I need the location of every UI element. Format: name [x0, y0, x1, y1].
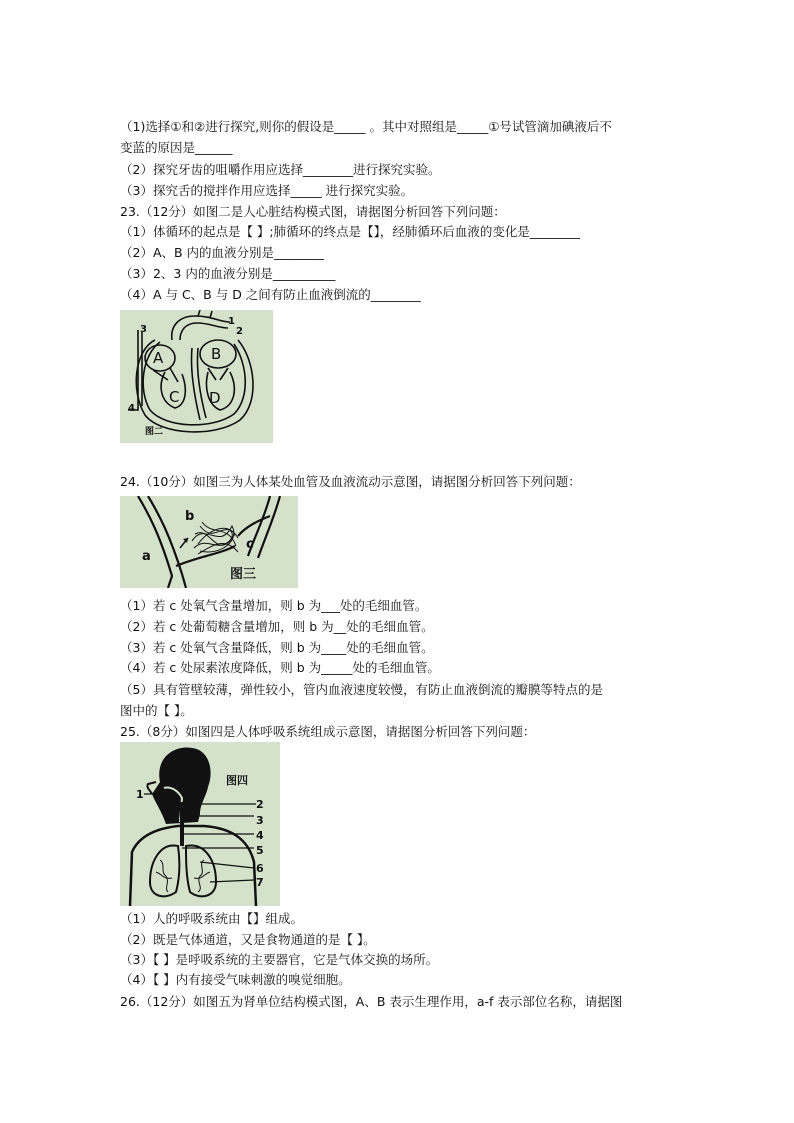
- q23-line-1: （1）体循环的起点是【 】;肺循环的终点是【】，经肺循环后血液的变化是________: [120, 224, 580, 239]
- q23-line-4: （4）A 与 C、B 与 D 之间有防止血液倒流的________: [120, 287, 421, 302]
- q22-line-2: 变蓝的原因是______: [120, 140, 233, 155]
- resp-label-3: 3: [256, 814, 264, 827]
- respiratory-diagram: [120, 742, 280, 906]
- resp-label-2: 2: [256, 798, 264, 811]
- capillary-diagram: [120, 496, 298, 588]
- q25-line-4: （4）【 】内有接受气味刺激的嗅觉细胞。: [120, 972, 351, 987]
- heart-label-2: 2: [236, 326, 243, 337]
- q24-line-5: （5）具有管壁较薄，弹性较小，管内血液速度较慢，有防止血液倒流的瓣膜等特点的是: [120, 682, 603, 697]
- q25-title: 25.（8分）如图四是人体呼吸系统组成示意图，请据图分析回答下列问题：: [120, 724, 536, 739]
- q23-line-3: （3）2、3 内的血液分别是__________: [120, 266, 336, 281]
- capillary-label-a: a: [142, 549, 151, 564]
- q25-line-2: （2）既是气体通道，又是食物通道的是【 】。: [120, 932, 376, 947]
- q22-line-4: （3）探究舌的搅拌作用应选择_____ 进行探究实验。: [120, 183, 414, 198]
- q25-line-1: （1）人的呼吸系统由【】组成。: [120, 911, 303, 926]
- heart-caption: 图二: [145, 427, 164, 437]
- q22-line-1: （1)选择①和②进行探究,则你的假设是_____ 。其中对照组是_____①号试管滴加碘液后不: [120, 119, 612, 134]
- heart-label-1: 1: [228, 316, 235, 327]
- capillary-caption: 图三: [230, 567, 257, 582]
- heart-diagram: [120, 310, 273, 443]
- resp-label-1: 1: [136, 788, 144, 801]
- q24-title: 24.（10分）如图三为人体某处血管及血液流动示意图，请据图分析回答下列问题：: [120, 474, 581, 489]
- q23-title: 23.（12分）如图二是人心脏结构模式图，请据图分析回答下列问题：: [120, 204, 506, 219]
- heart-label-3: 3: [140, 324, 147, 335]
- capillary-label-c: c: [246, 537, 254, 552]
- q24-line-2: （2）若 c 处葡萄糖含量增加，则 b 为__处的毛细血管。: [120, 619, 434, 634]
- q25-line-3: （3）【 】是呼吸系统的主要器官，它是气体交换的场所。: [120, 952, 439, 967]
- q23-line-2: （2）A、B 内的血液分别是________: [120, 245, 325, 260]
- heart-figure: [120, 310, 273, 443]
- q26-title: 26.（12分）如图五为肾单位结构模式图，A、B 表示生理作用，a-f 表示部位名称，请据图: [120, 994, 623, 1009]
- capillary-label-b: b: [185, 509, 195, 524]
- heart-label-4: 4: [128, 403, 135, 414]
- q22-line-3: （2）探究牙齿的咀嚼作用应选择________进行探究实验。: [120, 162, 441, 177]
- heart-label-b: B: [211, 345, 222, 363]
- heart-label-c: C: [169, 388, 180, 406]
- resp-label-6: 6: [256, 862, 264, 875]
- resp-label-4: 4: [256, 829, 264, 842]
- heart-label-a: A: [153, 349, 164, 367]
- q24-line-6: 图中的【 】。: [120, 703, 193, 718]
- resp-label-7: 7: [256, 876, 264, 889]
- heart-label-d: D: [209, 389, 221, 407]
- q24-line-1: （1）若 c 处氧气含量增加，则 b 为___处的毛细血管。: [120, 598, 428, 613]
- resp-label-5: 5: [256, 844, 264, 857]
- resp-caption: 图四: [226, 774, 248, 787]
- q24-line-3: （3）若 c 处氧气含量降低，则 b 为____处的毛细血管。: [120, 640, 434, 655]
- q24-line-4: （4）若 c 处尿素浓度降低，则 b 为_____处的毛细血管。: [120, 660, 440, 675]
- respiratory-figure: [120, 742, 280, 906]
- capillary-figure: [120, 496, 298, 588]
